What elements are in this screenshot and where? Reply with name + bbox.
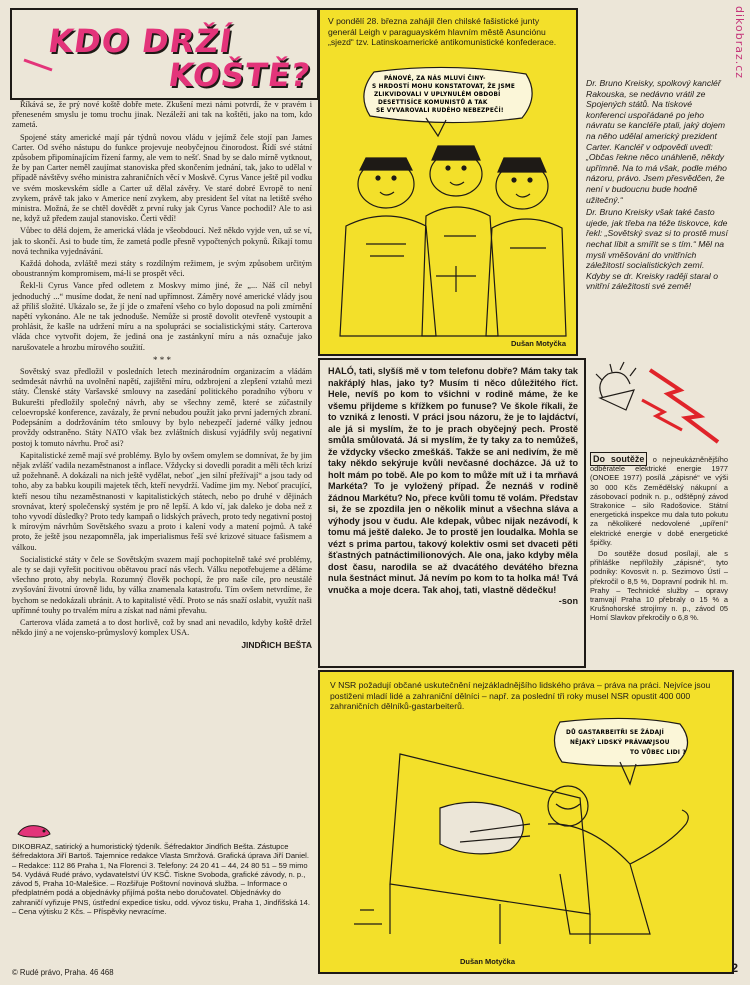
bubble-line: NĚJAKÝ LIDSKÝ PRÁVA ? <box>570 740 653 746</box>
title-line-1: KDO DRŽÍ <box>45 22 236 60</box>
competition-text-2: Do soutěže dosud posílají, ale s přihláške nepříložily „zápisné“, tyto podniky: Kovosvit n. p. Sezimovo Ústí – překročil o 8,5 %, Dopravní podnik hl. m. Prahy – Technické služby – opravy tramvají Praha 10 přebraly o 15 % a Krušnohorské strojírny n. p., závod 05 Horní Slavkov překročily o 6,8 %. <box>590 549 728 623</box>
cartoon-credit: Dušan Motyčka <box>510 339 566 348</box>
cartoon-panel-top <box>318 8 578 356</box>
cartoon-credit: Dušan Motyčka <box>460 957 516 966</box>
article-paragraph: Řekl-li Cyrus Vance před odletem z Moskvy mimo jiné, že „... Náš cíl nebyl jednoduchý ...“ musíme dodat, že není nad upřímnost. Záměry nové americké vlády jsou až příliš složité. Ukázalo se, že jí jde o zmaření všeho co bylo doposud na poli zmírnění napětí vykonáno. Ale ne tak jednoduše. Nemůže si prostě dovolit otevřeně vystoupit a prohlásit, že kašle na udržení míru a na spolupráci se socialistickými státy. Carterova vláda chce vytvořit dojem, že jediná ona je zastánkyní míru a nás označuje jako narušovatele a hrozbu mírového soužití. <box>12 281 312 352</box>
junta-cartoon-illustration <box>326 66 570 338</box>
bubble-line: DESETTISÍCE KOMUNISTŮ A TAK <box>378 100 488 106</box>
bubble-line: ZLIKVIDOVALI V UPLYNULÉM OBDOBÍ <box>374 92 501 98</box>
bubble-line: SE VYVAROVALI RUDÉHO NEBEZPEČÍ! <box>376 108 504 114</box>
kreisky-paragraph: Dr. Bruno Kreisky, spolkový kancléř Rakouska, se nedávno vrátil ze Spojených států. Na tiskové konferenci uspořádané po jeho návratu se kancléře ptali, jaký dojem na něho udělal americký prezident Carter. Kancléř v odpovědi uvedl: „Občas řekne něco unáhleně, někdy upřímně. Na to má však, podle mého názoru, právo. Jsem přesvědčen, že není v budoucnu bude hodně užitečný.“ <box>586 78 727 205</box>
article-paragraph: Spojené státy americké mají pár týdnů novou vládu v jejímž čele stojí pan James Carter. Od svého nástupu do funkce projevuje neobyčejnou činorodost. Řídí své státní způsobem připomínajícím řízení farmy, ale vem to nešť. Snad by se dalo mírně vytknout, že by pan Carter neměl zaujímat stanoviska před skončením jednání, tak, jako to udělal v případě návštěvy svého ministra zahraničních věcí v Moskvě. Cyrus Vance ještě pil vodku ve svém moskevském sídle a Carter už dělal závěry. Ve staré dobré Evropě to není zvykem, právě tak jako v Americe není zvykem, aby president šel vítat na letiště svého ministra. Možná, že se chtěl dovědět z první ruky jak Cyrus Vance pochodil? Ale to asi ne, když už předem zaujal stanovisko. Čerti vědí! <box>12 132 312 224</box>
kreisky-note <box>586 78 728 294</box>
article-paragraph: Carterova vláda zametá a to dost horlivě, což by snad ani nevadilo, kdyby koště držel někdo jiný a ne vojensko-průmyslový komplex USA. <box>12 617 312 638</box>
article-paragraph: Sovětský svaz předložil v posledních letech mezinárodním organizacím a vládám sedmdesát návrhů na uvolnění napětí, zajištění míru, odzbrojení a zlepšení vztahů mezi státy. Členské státy Varšavské smlouvy na zasedání politického poradního výboru v Bukurešti předložily společný návrh, aby se všechny země, které se zúčastnily celoevropské konference, zavázaly, že první nebudou použít jako první jaderných zbraní. Podepsáním a dodržováním této smlouvy by bylo nebezpečí jaderné války jednou provždy odstraněno. Státy NATO však bez zvláštních diskusí vyjádřily svůj negativní postoj k tomuto návrhu. Proč asi? <box>12 367 312 448</box>
article-paragraph: Každá dohoda, zvláště mezi státy s rozdílným režimem, je svým způsobem určitým oboustranným kompromisem, má-li se prospět věci. <box>12 259 312 279</box>
bubble-line: A JSOU <box>646 740 670 746</box>
main-article <box>12 100 312 832</box>
gastarbeiter-cartoon-illustration <box>330 714 722 950</box>
competition-heading: Do soutěže <box>590 452 647 466</box>
cartoon-caption: V NSR požadují občané uskutečnění nejzákladnějšího lidského práva – práva na práci. Nejvíce jsou postiženi mladí lidé a zahraniční dělníci – např. za poslední tři roky musel NSR opustit 400 000 zahraničních dělníků-gastarbeiterů. <box>330 680 711 711</box>
bubble-line: PÁNOVÉ, ZA NÁS MLUVÍ ČINY- <box>384 76 486 82</box>
site-watermark: dikobraz.cz <box>733 6 746 80</box>
bubble-line: DŮ GASTARBEITŘI SE ŽÁDAJÍ <box>566 730 664 736</box>
kreisky-paragraph: Dr. Bruno Kreisky však také často ujede, jak třeba na téže tiskovce, kde řekl: „Sovětský svaz si to prostě musí nechat líbit a smířit se s tím.“ Měl na mysli vměšování do vnitřních záležitostí socialistických zemí. Kdyby se dr. Kreisky raději staral o vnitřní záležitosti své země! <box>586 207 728 292</box>
dikobraz-logo-icon <box>14 822 54 840</box>
halo-text: HALÓ, tati, slyšíš mě v tom telefonu dobře? Mám taky tak nakřáplý hlas, jako ty? Musím ti něco důležitého říct. Hele, nevíš po kom to všichni v rodině máme, že ke všemu přijdeme s křížkem po funuse? Ve škole říkali, že to vzniká z lenosti. V práci jsou názoru, že je to lajdáctví, ale já si myslím, že to je prach obyčejný pech. Prostě smůla smůlovatá. Já si myslím, že ty taky za to nemůžeš, že vždycky všecko zmeškáš. Takže se ani nedivím, že mě taky někdo sekýruje kvůli nevčasné docházce. Já už to holt mám po tobě. Ale po kom to může mít už i ta mrňavá Markéta? To je vyložený případ. Že neznáš v rodině žádnou Markétu? No, přece kvůli tomu tě volám. Představ si, že se zpozdila jen o několik minut a všechna sláva a výhody jsou v čudu. Ale kdepak, vůbec nijak nezávodí, k tomu má ještě daleko. Je to prostě jen loudalka. Mohla se vézt s prima partou, takový kolektiv osmi set dvaceti pěti šťastných patnáctimilionových. Ale ona, jako kdyby měla dost času, narodila se až dvacátého devátého března nula šestnáct minut. Já nevím po kom to ta holka má! Tvá vnučka a moje dcera. Tak ahoj, tati, vlastně dědečku! <box>328 366 578 595</box>
lightning-meter-illustration <box>590 360 730 452</box>
article-paragraph: Kapitalistické země mají své problémy. Bylo by ovšem omylem se domnívat, že by jim nějak zvlášť vadila nezaměstnanost a inflace. Vždycky si dovedli poradit a měli těch krizí už požehnaně. A dokázali na nich ještě vydělat, neboť „jen silní přežívají“ a jsou tady od toho, aby za babku koupili majetek těch, kteří nevydrží. Vadíme jim my. Neboť pracující, kteří nesou tíhu nezaměstnanosti v kapitalistických státech, nebo po druhé v dějinách srovnávat, který společenský systém je pro ně lepší. A kdo ví, jak daleko je doba než z toho vyvodí důsledky? Proto tedy kampaň o lidských právech, proto tedy negativní postoj k mírovým návrhům Sovětského svazu a proto i kalení vody a matení pojmů. A také proto, že ještě jsou nezapomněla, jak imperialismus řeší své krizové situace fašismem a válkou. <box>12 450 312 552</box>
competition-note <box>590 455 728 623</box>
article-paragraph: Říkává se, že prý nové koště dobře mete. Zkušení mezi námi potvrdí, že v pravém i přeneseném smyslu je tomu trochu jinak. Nezáleží ani tak na koštěti, jako na tom, kdo zametá. <box>12 100 312 130</box>
halo-text-block <box>328 366 578 608</box>
article-paragraph: Vůbec to dělá dojem, že americká vláda je všeobdoucí. Než někdo vyjde ven, už se ví, jak to skončí. Asi to bude tím, že zametá podle přesně vypočtených pokynů. Říkají tomu nová technika vyjednávání. <box>12 226 312 256</box>
section-stars: * * * <box>153 354 171 365</box>
article-paragraph: Socialistické státy v čele se Sovětským svazem mají pochopitelně také své problémy, ale ty se daji vyřešit pocitivou obětavou prací nás všech. Válku nepotřebujeme a děláme všechno proto, aby nebyla. Rozumný člověk pochopí, že pro naše cíle, pro neustálé zvyšování životní úrovně lidu, by válka znamenala katastrofu. Tím ovšem netvrdíme, že bychom se nedokázali ubránit. A to kapitalisté vědí. Proto se nás snaží oslabit, využít naši upřímné touhy po trvalém míru a získat nad námi převahu. <box>12 554 312 615</box>
bubble-line: S HRDOSTÍ MOHU KONSTATOVAT, ŽE JSME <box>372 84 515 90</box>
halo-signature: -son <box>558 596 578 606</box>
copyright: © Rudé právo, Praha. 46 468 <box>12 968 114 977</box>
article-author: JINDŘICH BEŠTA <box>241 640 312 651</box>
page-number: 2 <box>731 961 738 975</box>
cartoon-panel-bottom <box>318 670 734 974</box>
halo-box <box>318 358 586 668</box>
competition-text: o nejneukázněnějšího odběratele elektrické energie 1977 (ONOEE 1977) posílá „zápisné“ ve výši 30 000 Kčs Zemědělský nákupní a zásobovací podnik n. p., odštěpný závod Strakonice – silo Radošovice. Státní energetická inspekce mu dala tuto pokutu za několikeré nedovolené „upíření“ elektrické energie v době energetické špičky. <box>590 455 728 547</box>
title-box <box>10 8 319 100</box>
title-line-2: KOŠTĚ? <box>165 56 314 94</box>
cartoon-caption: V pondělí 28. března zahájil člen chilské fašistické junty generál Leigh v paraguayském hlavním městě Asunciónu „sjezd“ tzv. Latinskoamerické antikomunistické konfederace. <box>328 16 557 47</box>
imprint: DIKOBRAZ, satirický a humoristický týdeník. Šéfredaktor Jindřich Bešta. Zástupce šéfredaktora Jiří Bartoš. Tajemnice redakce Vlasta Smržová. Grafická úprava Jiří Daniel. – Redakce: 112 86 Praha 1, Na Florenci 3. Telefony: 24 20 41 – 44, 24 80 51 – 59 mimo 54. Vydává Rudé právo, vydavatelství ÚV KSČ. Tiskne Svoboda, grafické závody, n. p., závod 5, Praha 10-Malešice. – Rozšiřuje Poštovní novinová služba. – Informace o předplatném podá a objednávky přijímá pošta nebo doručovatel. Objednávky do zahraničí vyřizuje PNS, ústřední expedice tisku, odd. vývoz tisku, Praha 1, Jindřišská 14. – Cena výtisku 2 Kčs. – Příspěvky nevracíme. <box>12 842 310 917</box>
bubble-line: TO VŮBEC LIDI ? <box>630 750 686 756</box>
article-title <box>41 24 317 92</box>
